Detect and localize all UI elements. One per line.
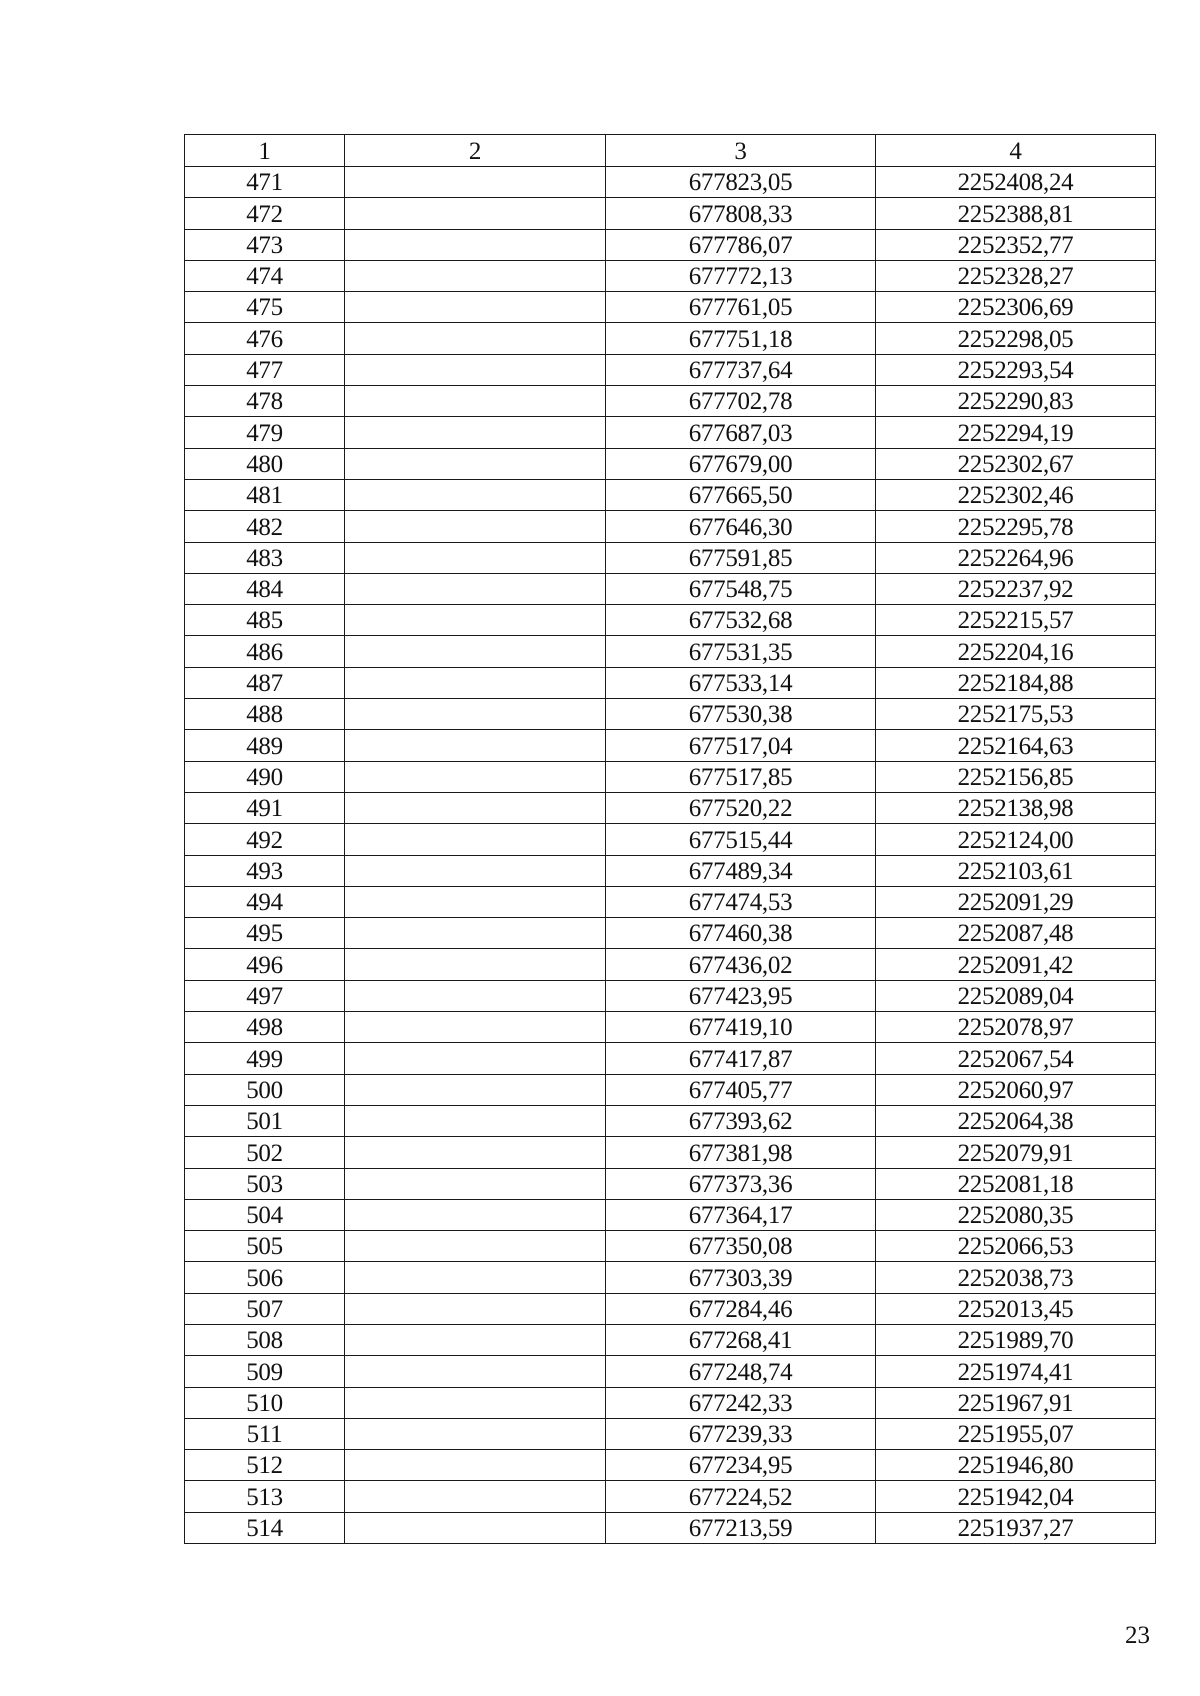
table-row [185, 448, 1156, 479]
table-row [185, 699, 1156, 730]
column-header-4: 4 [876, 135, 1156, 167]
x-coordinate-cell: 677548,75 [606, 573, 876, 604]
x-coordinate-cell: 677419,10 [606, 1012, 876, 1043]
y-coordinate-cell: 2252388,81 [876, 198, 1156, 229]
name-cell [345, 260, 606, 291]
table-row [185, 886, 1156, 917]
x-coordinate-cell: 677234,95 [606, 1450, 876, 1481]
table-row [185, 667, 1156, 698]
point-number-cell: 500 [185, 1074, 345, 1105]
y-coordinate-cell: 2252060,97 [876, 1074, 1156, 1105]
table-row [185, 918, 1156, 949]
name-cell [345, 918, 606, 949]
x-coordinate-cell: 677489,34 [606, 855, 876, 886]
x-coordinate-cell: 677520,22 [606, 792, 876, 823]
table-row [185, 1199, 1156, 1230]
point-number-cell: 486 [185, 636, 345, 667]
table-row [185, 980, 1156, 1011]
x-coordinate-cell: 677248,74 [606, 1356, 876, 1387]
y-coordinate-cell: 2251955,07 [876, 1418, 1156, 1449]
point-number-cell: 481 [185, 479, 345, 510]
page-number: 23 [1125, 1622, 1150, 1649]
table-row [185, 1387, 1156, 1418]
y-coordinate-cell: 2252175,53 [876, 699, 1156, 730]
y-coordinate-cell: 2252294,19 [876, 417, 1156, 448]
x-coordinate-cell: 677823,05 [606, 167, 876, 198]
point-number-cell: 514 [185, 1512, 345, 1543]
y-coordinate-cell: 2252298,05 [876, 323, 1156, 354]
x-coordinate-cell: 677532,68 [606, 605, 876, 636]
table-row [185, 417, 1156, 448]
x-coordinate-cell: 677224,52 [606, 1481, 876, 1512]
point-number-cell: 471 [185, 167, 345, 198]
x-coordinate-cell: 677242,33 [606, 1387, 876, 1418]
y-coordinate-cell: 2252081,18 [876, 1168, 1156, 1199]
table-header-row [185, 135, 1156, 167]
name-cell [345, 1043, 606, 1074]
x-coordinate-cell: 677423,95 [606, 980, 876, 1011]
y-coordinate-cell: 2252306,69 [876, 292, 1156, 323]
y-coordinate-cell: 2252408,24 [876, 167, 1156, 198]
y-coordinate-cell: 2252302,67 [876, 448, 1156, 479]
y-coordinate-cell: 2252080,35 [876, 1199, 1156, 1230]
x-coordinate-cell: 677268,41 [606, 1324, 876, 1355]
name-cell [345, 1231, 606, 1262]
name-cell [345, 229, 606, 260]
point-number-cell: 478 [185, 386, 345, 417]
point-number-cell: 498 [185, 1012, 345, 1043]
point-number-cell: 488 [185, 699, 345, 730]
x-coordinate-cell: 677373,36 [606, 1168, 876, 1199]
name-cell [345, 1012, 606, 1043]
table-row [185, 479, 1156, 510]
name-cell [345, 292, 606, 323]
y-coordinate-cell: 2252156,85 [876, 761, 1156, 792]
name-cell [345, 699, 606, 730]
point-number-cell: 475 [185, 292, 345, 323]
name-cell [345, 386, 606, 417]
point-number-cell: 509 [185, 1356, 345, 1387]
y-coordinate-cell: 2251946,80 [876, 1450, 1156, 1481]
name-cell [345, 1450, 606, 1481]
point-number-cell: 503 [185, 1168, 345, 1199]
point-number-cell: 497 [185, 980, 345, 1011]
name-cell [345, 1418, 606, 1449]
name-cell [345, 1199, 606, 1230]
name-cell [345, 167, 606, 198]
table-row [185, 198, 1156, 229]
name-cell [345, 824, 606, 855]
point-number-cell: 487 [185, 667, 345, 698]
x-coordinate-cell: 677533,14 [606, 667, 876, 698]
table-row [185, 167, 1156, 198]
point-number-cell: 485 [185, 605, 345, 636]
table-row [185, 824, 1156, 855]
table-row [185, 1324, 1156, 1355]
table-row [185, 323, 1156, 354]
name-cell [345, 667, 606, 698]
point-number-cell: 472 [185, 198, 345, 229]
name-cell [345, 1105, 606, 1136]
name-cell [345, 198, 606, 229]
y-coordinate-cell: 2251967,91 [876, 1387, 1156, 1418]
y-coordinate-cell: 2252091,29 [876, 886, 1156, 917]
point-number-cell: 494 [185, 886, 345, 917]
table-row [185, 1512, 1156, 1543]
x-coordinate-cell: 677751,18 [606, 323, 876, 354]
name-cell [345, 511, 606, 542]
point-number-cell: 499 [185, 1043, 345, 1074]
table-row [185, 292, 1156, 323]
point-number-cell: 511 [185, 1418, 345, 1449]
x-coordinate-cell: 677679,00 [606, 448, 876, 479]
table-row [185, 1418, 1156, 1449]
name-cell [345, 980, 606, 1011]
name-cell [345, 1293, 606, 1324]
name-cell [345, 573, 606, 604]
point-number-cell: 482 [185, 511, 345, 542]
y-coordinate-cell: 2252089,04 [876, 980, 1156, 1011]
x-coordinate-cell: 677808,33 [606, 198, 876, 229]
table-row [185, 1105, 1156, 1136]
table-row [185, 1012, 1156, 1043]
point-number-cell: 480 [185, 448, 345, 479]
table-row [185, 1137, 1156, 1168]
y-coordinate-cell: 2252290,83 [876, 386, 1156, 417]
table-row [185, 1043, 1156, 1074]
name-cell [345, 1512, 606, 1543]
name-cell [345, 1356, 606, 1387]
point-number-cell: 496 [185, 949, 345, 980]
table-row [185, 1168, 1156, 1199]
point-number-cell: 495 [185, 918, 345, 949]
name-cell [345, 1387, 606, 1418]
y-coordinate-cell: 2252164,63 [876, 730, 1156, 761]
x-coordinate-cell: 677417,87 [606, 1043, 876, 1074]
y-coordinate-cell: 2251942,04 [876, 1481, 1156, 1512]
point-number-cell: 492 [185, 824, 345, 855]
x-coordinate-cell: 677737,64 [606, 354, 876, 385]
name-cell [345, 1324, 606, 1355]
table-row [185, 542, 1156, 573]
point-number-cell: 505 [185, 1231, 345, 1262]
table-row [185, 761, 1156, 792]
name-cell [345, 792, 606, 823]
name-cell [345, 417, 606, 448]
name-cell [345, 636, 606, 667]
table-row [185, 386, 1156, 417]
x-coordinate-cell: 677393,62 [606, 1105, 876, 1136]
name-cell [345, 605, 606, 636]
x-coordinate-cell: 677515,44 [606, 824, 876, 855]
x-coordinate-cell: 677772,13 [606, 260, 876, 291]
name-cell [345, 448, 606, 479]
table-row [185, 730, 1156, 761]
table-row [185, 1074, 1156, 1105]
table-row [185, 949, 1156, 980]
x-coordinate-cell: 677364,17 [606, 1199, 876, 1230]
point-number-cell: 484 [185, 573, 345, 604]
y-coordinate-cell: 2252302,46 [876, 479, 1156, 510]
x-coordinate-cell: 677517,04 [606, 730, 876, 761]
y-coordinate-cell: 2252079,91 [876, 1137, 1156, 1168]
table-row [185, 1262, 1156, 1293]
point-number-cell: 474 [185, 260, 345, 291]
y-coordinate-cell: 2252237,92 [876, 573, 1156, 604]
table-row [185, 1356, 1156, 1387]
column-header-3: 3 [606, 135, 876, 167]
name-cell [345, 1137, 606, 1168]
y-coordinate-cell: 2252138,98 [876, 792, 1156, 823]
table-row [185, 1293, 1156, 1324]
y-coordinate-cell: 2252184,88 [876, 667, 1156, 698]
x-coordinate-cell: 677381,98 [606, 1137, 876, 1168]
x-coordinate-cell: 677517,85 [606, 761, 876, 792]
name-cell [345, 479, 606, 510]
x-coordinate-cell: 677436,02 [606, 949, 876, 980]
point-number-cell: 507 [185, 1293, 345, 1324]
x-coordinate-cell: 677530,38 [606, 699, 876, 730]
column-header-1: 1 [185, 135, 345, 167]
y-coordinate-cell: 2252352,77 [876, 229, 1156, 260]
y-coordinate-cell: 2252264,96 [876, 542, 1156, 573]
point-number-cell: 483 [185, 542, 345, 573]
y-coordinate-cell: 2252087,48 [876, 918, 1156, 949]
point-number-cell: 512 [185, 1450, 345, 1481]
y-coordinate-cell: 2252295,78 [876, 511, 1156, 542]
name-cell [345, 1481, 606, 1512]
point-number-cell: 508 [185, 1324, 345, 1355]
name-cell [345, 855, 606, 886]
x-coordinate-cell: 677350,08 [606, 1231, 876, 1262]
y-coordinate-cell: 2252091,42 [876, 949, 1156, 980]
name-cell [345, 323, 606, 354]
table-row [185, 792, 1156, 823]
name-cell [345, 949, 606, 980]
point-number-cell: 476 [185, 323, 345, 354]
x-coordinate-cell: 677460,38 [606, 918, 876, 949]
point-number-cell: 477 [185, 354, 345, 385]
name-cell [345, 1168, 606, 1199]
table-body [185, 167, 1156, 1544]
point-number-cell: 506 [185, 1262, 345, 1293]
y-coordinate-cell: 2251974,41 [876, 1356, 1156, 1387]
y-coordinate-cell: 2252078,97 [876, 1012, 1156, 1043]
y-coordinate-cell: 2252328,27 [876, 260, 1156, 291]
point-number-cell: 491 [185, 792, 345, 823]
table-row [185, 605, 1156, 636]
table-row [185, 260, 1156, 291]
table-row [185, 511, 1156, 542]
table-row [185, 1450, 1156, 1481]
table-row [185, 229, 1156, 260]
point-number-cell: 504 [185, 1199, 345, 1230]
y-coordinate-cell: 2252293,54 [876, 354, 1156, 385]
table-row [185, 636, 1156, 667]
table-row [185, 1481, 1156, 1512]
point-number-cell: 489 [185, 730, 345, 761]
point-number-cell: 513 [185, 1481, 345, 1512]
point-number-cell: 493 [185, 855, 345, 886]
point-number-cell: 501 [185, 1105, 345, 1136]
y-coordinate-cell: 2252064,38 [876, 1105, 1156, 1136]
y-coordinate-cell: 2252067,54 [876, 1043, 1156, 1074]
y-coordinate-cell: 2252103,61 [876, 855, 1156, 886]
name-cell [345, 1074, 606, 1105]
x-coordinate-cell: 677303,39 [606, 1262, 876, 1293]
name-cell [345, 761, 606, 792]
x-coordinate-cell: 677702,78 [606, 386, 876, 417]
point-number-cell: 510 [185, 1387, 345, 1418]
column-header-2: 2 [345, 135, 606, 167]
y-coordinate-cell: 2252204,16 [876, 636, 1156, 667]
y-coordinate-cell: 2252066,53 [876, 1231, 1156, 1262]
x-coordinate-cell: 677239,33 [606, 1418, 876, 1449]
y-coordinate-cell: 2252013,45 [876, 1293, 1156, 1324]
x-coordinate-cell: 677786,07 [606, 229, 876, 260]
point-number-cell: 502 [185, 1137, 345, 1168]
x-coordinate-cell: 677665,50 [606, 479, 876, 510]
table-row [185, 354, 1156, 385]
y-coordinate-cell: 2252124,00 [876, 824, 1156, 855]
point-number-cell: 490 [185, 761, 345, 792]
table-row [185, 855, 1156, 886]
x-coordinate-cell: 677284,46 [606, 1293, 876, 1324]
name-cell [345, 1262, 606, 1293]
x-coordinate-cell: 677761,05 [606, 292, 876, 323]
point-number-cell: 473 [185, 229, 345, 260]
x-coordinate-cell: 677474,53 [606, 886, 876, 917]
name-cell [345, 542, 606, 573]
coordinates-table [184, 134, 1156, 1544]
x-coordinate-cell: 677687,03 [606, 417, 876, 448]
x-coordinate-cell: 677405,77 [606, 1074, 876, 1105]
table-row [185, 1231, 1156, 1262]
name-cell [345, 886, 606, 917]
name-cell [345, 730, 606, 761]
y-coordinate-cell: 2251989,70 [876, 1324, 1156, 1355]
x-coordinate-cell: 677591,85 [606, 542, 876, 573]
point-number-cell: 479 [185, 417, 345, 448]
table-row [185, 573, 1156, 604]
x-coordinate-cell: 677213,59 [606, 1512, 876, 1543]
x-coordinate-cell: 677646,30 [606, 511, 876, 542]
y-coordinate-cell: 2251937,27 [876, 1512, 1156, 1543]
y-coordinate-cell: 2252215,57 [876, 605, 1156, 636]
name-cell [345, 354, 606, 385]
x-coordinate-cell: 677531,35 [606, 636, 876, 667]
y-coordinate-cell: 2252038,73 [876, 1262, 1156, 1293]
